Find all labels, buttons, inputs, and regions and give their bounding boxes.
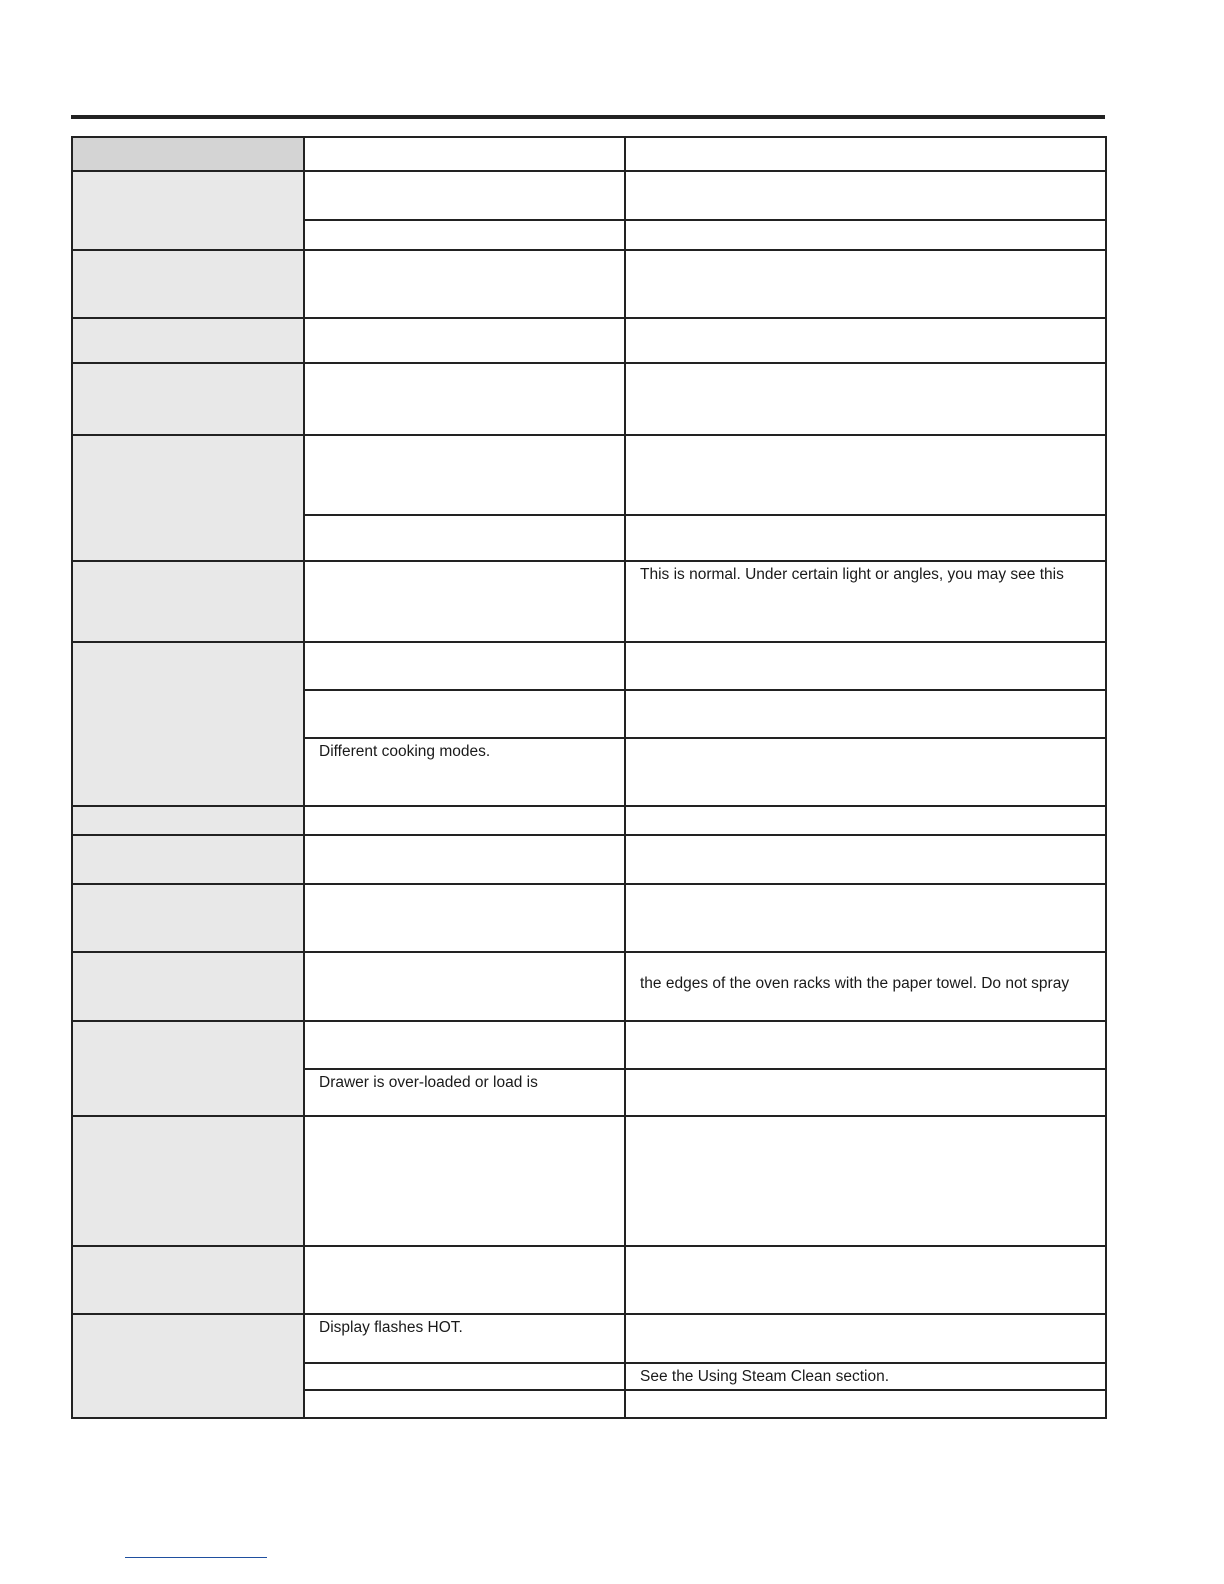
solution-cell: [625, 806, 1106, 835]
footer-link-underline: [125, 1557, 267, 1558]
table-row: [72, 884, 1106, 952]
header-rule: [71, 115, 1105, 119]
table-row: [72, 806, 1106, 835]
solution-cell: [625, 642, 1106, 690]
solution-cell: [625, 318, 1106, 363]
table-header-row: [72, 137, 1106, 171]
cause-cell: [304, 515, 625, 561]
troubleshooting-table: [71, 136, 1107, 1419]
solution-cell: [625, 835, 1106, 884]
table-row: [72, 1116, 1106, 1246]
solution-cell: [625, 952, 1106, 1021]
problem-cell: [72, 1314, 304, 1418]
table-row: [72, 250, 1106, 318]
problem-cell: [72, 435, 304, 561]
table-row: [72, 642, 1106, 690]
problem-cell: [72, 952, 304, 1021]
cause-cell: [304, 835, 625, 884]
table-row: [72, 835, 1106, 884]
table-row: [72, 952, 1106, 1021]
table-row: [72, 1021, 1106, 1069]
solution-cell: [625, 1246, 1106, 1314]
solution-cell: [625, 1116, 1106, 1246]
problem-cell: [72, 806, 304, 835]
cause-cell: [304, 561, 625, 642]
solution-cell: [625, 738, 1106, 806]
solution-cell: [625, 220, 1106, 250]
solution-cell: [625, 1069, 1106, 1116]
problem-cell: [72, 363, 304, 435]
solution-cell: [625, 1021, 1106, 1069]
cause-cell: [304, 363, 625, 435]
cause-cell: [304, 1363, 625, 1390]
solution-cell: [625, 171, 1106, 220]
cause-cell: [304, 250, 625, 318]
solution-cell: [625, 1390, 1106, 1418]
problem-cell: [72, 561, 304, 642]
solution-cell: [625, 561, 1106, 642]
solution-cell: [625, 250, 1106, 318]
problem-cell: [72, 1021, 304, 1116]
cause-cell: [304, 1069, 625, 1116]
problem-cell: [72, 884, 304, 952]
cause-cell: [304, 806, 625, 835]
cause-text: Drawer is over-loaded or load is: [319, 1074, 538, 1091]
solution-cell: [625, 1363, 1106, 1390]
cause-cell: [304, 738, 625, 806]
solution-cell: [625, 1314, 1106, 1363]
problem-cell: [72, 1246, 304, 1314]
header-cause-cell: [304, 137, 625, 171]
table-row: [72, 1246, 1106, 1314]
solution-cell: [625, 884, 1106, 952]
cause-cell: [304, 952, 625, 1021]
cause-cell: [304, 690, 625, 738]
problem-cell: [72, 171, 304, 250]
table-row: [72, 1314, 1106, 1363]
cause-text: Display flashes HOT.: [319, 1319, 463, 1336]
problem-cell: [72, 642, 304, 806]
table-row: [72, 561, 1106, 642]
solution-cell: [625, 363, 1106, 435]
cause-cell: [304, 1116, 625, 1246]
table-row: [72, 435, 1106, 515]
solution-cell: [625, 690, 1106, 738]
problem-cell: [72, 318, 304, 363]
problem-cell: [72, 835, 304, 884]
cause-cell: [304, 220, 625, 250]
header-solution-cell: [625, 137, 1106, 171]
solution-text: This is normal. Under certain light or angles, you may see this: [640, 566, 1064, 583]
table-row: [72, 171, 1106, 220]
problem-cell: [72, 250, 304, 318]
cause-cell: [304, 1390, 625, 1418]
header-problem-cell: [72, 137, 304, 171]
cause-cell: [304, 884, 625, 952]
cause-cell: [304, 1021, 625, 1069]
table-row: [72, 363, 1106, 435]
cause-cell: [304, 1246, 625, 1314]
solution-cell: [625, 515, 1106, 561]
cause-cell: [304, 1314, 625, 1363]
solution-text: the edges of the oven racks with the paper towel. Do not spray: [640, 975, 1070, 992]
cause-cell: [304, 642, 625, 690]
solution-text: See the Using Steam Clean section.: [640, 1368, 889, 1385]
solution-cell: [625, 435, 1106, 515]
cause-text: Different cooking modes.: [319, 743, 491, 760]
cause-cell: [304, 171, 625, 220]
cause-cell: [304, 435, 625, 515]
problem-cell: [72, 1116, 304, 1246]
table-row: [72, 318, 1106, 363]
cause-cell: [304, 318, 625, 363]
